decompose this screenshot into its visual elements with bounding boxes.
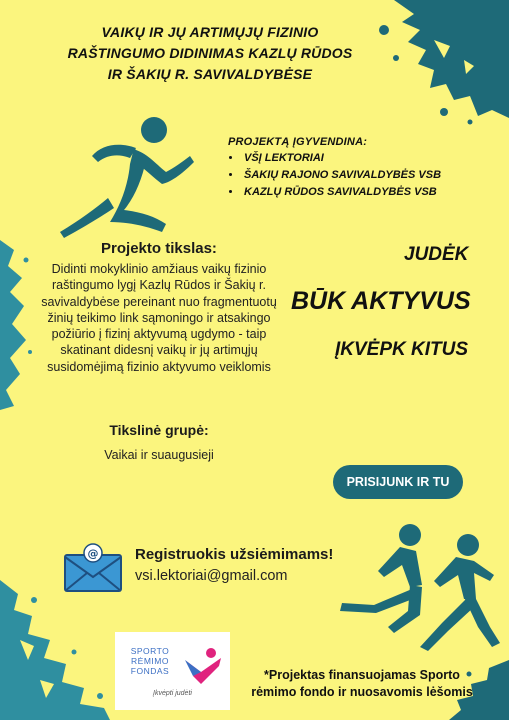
goal-text: Didinti mokyklinio amžiaus vaikų fizinio raštingumo lygį Kazlų Rūdos ir Šakių r. savivaldybėse pereinant nuo fragmentuotų žinių teikimo link sąmoningo ir atsakingo požiūrio į fizinį aktyvumą ugdymo - taip skatinant didesnį vaikų ir jų artimųjų susidomėjimą fizinio aktyvumo veiklomis [41, 262, 277, 374]
title-line-1: VAIKŲ IR JŲ ARTIMŲJŲ FIZINIO [101, 24, 319, 40]
funding-line-1: *Projektas finansuojamas Sporto [264, 668, 460, 682]
slogan-be-active: BŪK AKTYVUS [291, 287, 471, 315]
target-group-section [28, 422, 290, 462]
funding-note [236, 667, 488, 701]
email-envelope-icon [63, 543, 125, 595]
poster-title [40, 22, 380, 85]
title-line-2: RAŠTINGUMO DIDINIMAS KAZLŲ RŪDOS [67, 45, 353, 61]
title-line-3: IR ŠAKIŲ R. SAVIVALDYBĖSE [107, 66, 313, 82]
logo-mark-icon [181, 646, 225, 686]
join-button[interactable]: PRISIJUNK IR TU [333, 465, 463, 499]
target-group-text: Vaikai ir suaugusieji [104, 448, 214, 462]
implementer-item: • VŠĮ LEKTORIAI [242, 152, 488, 164]
registration-email-link[interactable]: vsi.lektoriai@gmail.com [135, 568, 288, 584]
top-right-splash [374, 0, 509, 125]
logo-wordmark [121, 646, 179, 676]
sports-fund-logo [115, 632, 230, 710]
goal-heading: Projekto tikslas: [101, 240, 217, 257]
registration-heading: Registruokis užsiėmimams! [135, 546, 334, 563]
funding-line-2: rėmimo fondo ir nuosavomis lėšomis [251, 685, 473, 699]
logo-line-3: FONDAS [130, 666, 170, 676]
two-runners-icon [318, 515, 508, 665]
implementers-list [228, 152, 488, 198]
target-group-heading: Tikslinė grupė: [109, 422, 209, 438]
implementers-section [228, 136, 488, 203]
slogan-move: JUDĖK [404, 244, 469, 265]
goal-section [28, 240, 290, 375]
implementer-item: • KAZLŲ RŪDOS SAVIVALDYBĖS VSB [242, 186, 488, 198]
svg-text:@: @ [87, 547, 99, 560]
registration-section [135, 546, 333, 584]
logo-line-1: SPORTO [130, 646, 170, 656]
runner-icon [50, 108, 200, 243]
slogan-inspire: ĮKVĖPK KITUS [335, 339, 469, 360]
logo-line-2: RĖMIMO [131, 656, 169, 666]
logo-tagline: Įkvėpti judėti [153, 690, 192, 697]
bottom-left-splash [0, 580, 120, 720]
implementer-item: • ŠAKIŲ RAJONO SAVIVALDYBĖS VSB [242, 169, 488, 181]
implementers-heading: PROJEKTĄ ĮGYVENDINA: [228, 136, 368, 148]
